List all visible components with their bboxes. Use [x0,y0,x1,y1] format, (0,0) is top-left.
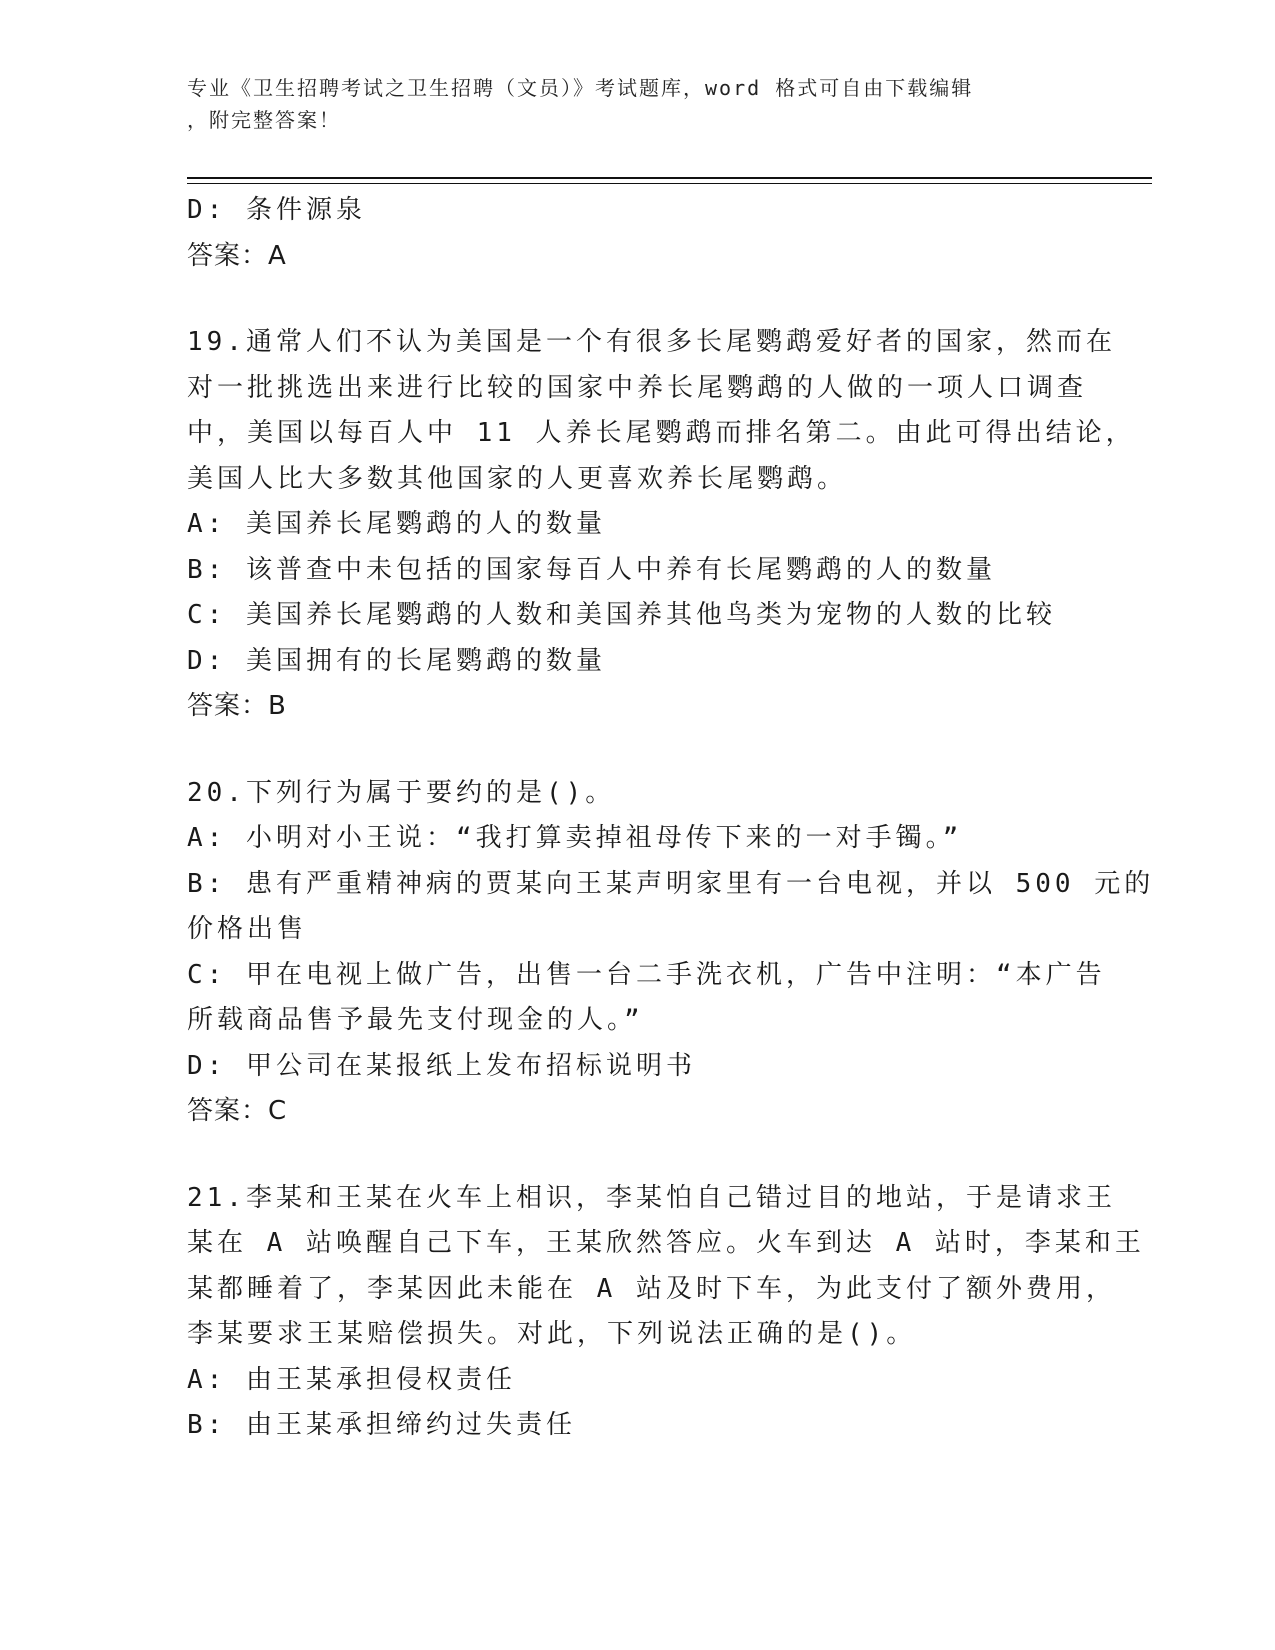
question-21 [187,1176,1145,1449]
header-line-2: ，附完整答案！ [187,108,341,132]
spacer [187,1135,1087,1176]
question-20-stem-line: 20.下列行为属于要约的是()。 [187,777,616,808]
question-20-option-c: C: 甲在电视上做广告，出售一台二手洗衣机，广告中注明：“本广告 [187,959,1106,990]
document-header [187,72,1067,136]
prev-answer: 答案：A [187,240,287,271]
question-21-stem-line: 某都睡着了，李某因此未能在 A 站及时下车，为此支付了额外费用， [187,1273,1116,1304]
question-19 [187,320,1136,730]
question-21-stem-line: 李某要求王某赔偿损失。对此，下列说法正确的是()。 [187,1319,917,1349]
question-21-stem-line: 某在 A 站唤醒自己下车，王某欣然答应。火车到达 A 站时，李某和王 [187,1228,1145,1258]
question-19-stem-line: 对一批挑选出来进行比较的国家中养长尾鹦鹉的人做的一项人口调查 [187,372,1088,403]
document-body [187,188,1155,1449]
question-20-option-a: A: 小明对小王说：“我打算卖掉祖母传下来的一对手镯。” [187,823,963,853]
question-20-option-c-cont: 所载商品售予最先支付现金的人。” [187,1005,644,1035]
question-20-option-b-cont: 价格出售 [187,914,308,944]
question-21-option-a: A: 由王某承担侵权责任 [187,1364,516,1395]
question-19-stem-line: 中，美国以每百人中 11 人养长尾鹦鹉而排名第二。由此可得出结论， [187,418,1136,448]
question-20-answer: 答案：C [187,1096,288,1126]
spacer [187,730,1087,771]
question-19-answer: 答案：B [187,691,287,721]
question-19-option-d: D: 美国拥有的长尾鹦鹉的数量 [187,645,606,676]
question-19-option-a: A: 美国养长尾鹦鹉的人的数量 [187,509,606,539]
question-19-stem-line: 19.通常人们不认为美国是一个有很多长尾鹦鹉爱好者的国家，然而在 [187,327,1116,357]
question-21-stem-line: 21.李某和王某在火车上相识，李某怕自己错过目的地站，于是请求王 [187,1182,1116,1213]
header-rule-thick [187,177,1152,179]
question-19-option-b: B: 该普查中未包括的国家每百人中养有长尾鹦鹉的人的数量 [187,554,996,585]
question-20-option-d: D: 甲公司在某报纸上发布招标说明书 [187,1050,696,1081]
spacer [187,279,1087,320]
prev-option-d: D: 条件源泉 [187,195,366,225]
question-20 [187,771,1155,1135]
header-line-1: 专业《卫生招聘考试之卫生招聘（文员）》考试题库，word 格式可自由下载编辑 [187,76,974,100]
question-21-option-b: B: 由王某承担缔约过失责任 [187,1410,576,1440]
question-19-option-c: C: 美国养长尾鹦鹉的人数和美国养其他鸟类为宠物的人数的比较 [187,600,1056,630]
header-rule-thin [187,183,1152,184]
question-20-option-b: B: 患有严重精神病的贾某向王某声明家里有一台电视，并以 500 元的 [187,868,1155,899]
question-19-stem-line: 美国人比大多数其他国家的人更喜欢养长尾鹦鹉。 [187,463,848,494]
